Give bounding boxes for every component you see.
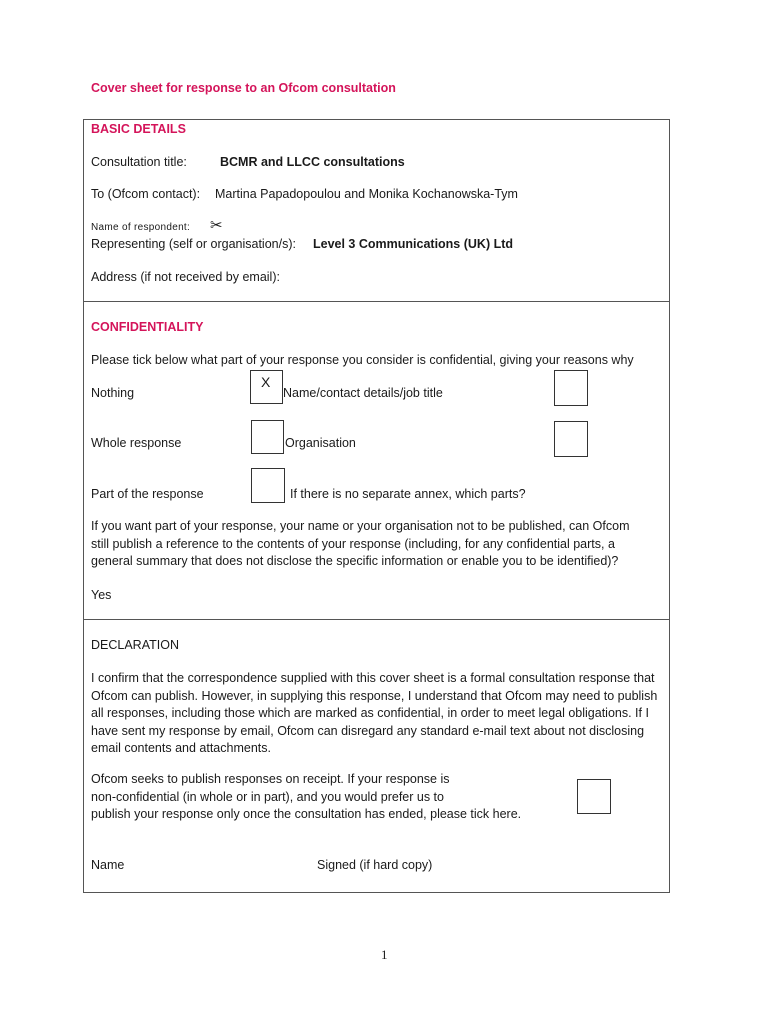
consultation-title-value: BCMR and LLCC consultations bbox=[220, 155, 405, 169]
ofcom-contact-label: To (Ofcom contact): bbox=[91, 187, 201, 201]
option-organisation-label: Organisation bbox=[285, 436, 356, 450]
option-nothing-label: Nothing bbox=[91, 386, 135, 400]
publish-answer: Yes bbox=[91, 588, 112, 602]
part-response-checkbox[interactable] bbox=[251, 468, 285, 503]
confidentiality-heading: CONFIDENTIALITY bbox=[91, 320, 204, 334]
publish-preference-line2: non-confidential (in whole or in part), and you would prefer us to bbox=[91, 790, 444, 804]
address-label: Address (if not received by email): bbox=[91, 270, 280, 284]
signed-label: Signed (if hard copy) bbox=[317, 858, 433, 872]
confidentiality-instruction: Please tick below what part of your response you consider is confidential, giving your reasons why bbox=[91, 353, 634, 367]
checkbox-mark: X bbox=[261, 374, 271, 390]
option-part-label: Part of the response bbox=[91, 487, 204, 501]
scissors-icon: ✂ bbox=[210, 217, 223, 234]
option-name-label: Name/contact details/job title bbox=[283, 386, 443, 400]
publish-after-checkbox[interactable] bbox=[577, 779, 611, 814]
ofcom-contact-value: Martina Papadopoulou and Monika Kochanowska-Tym bbox=[215, 187, 518, 201]
representing-label: Representing (self or organisation/s): bbox=[91, 237, 296, 251]
whole-response-checkbox[interactable] bbox=[251, 420, 284, 454]
publish-preference-line3: publish your response only once the consultation has ended, please tick here. bbox=[91, 807, 522, 821]
consultation-title-label: Consultation title: bbox=[91, 155, 187, 169]
option-whole-label: Whole response bbox=[91, 436, 182, 450]
name-details-checkbox[interactable] bbox=[554, 370, 588, 406]
publish-question: If you want part of your response, your name or your organisation not to be published, can Ofcom still publish a reference to the contents of your response (including, for any confidential parts, a general summary that does not disclose the specific information or enable you to be identified)? bbox=[91, 519, 630, 568]
nothing-checkbox[interactable] bbox=[250, 370, 283, 404]
basic-details-heading: BASIC DETAILS bbox=[91, 122, 186, 136]
respondent-name-label: Name of respondent: bbox=[91, 222, 191, 233]
name-label: Name bbox=[91, 858, 125, 872]
page-title: Cover sheet for response to an Ofcom consultation bbox=[91, 81, 396, 95]
option-annex-label: If there is no separate annex, which parts? bbox=[290, 487, 526, 501]
page-number: 1 bbox=[381, 947, 388, 962]
declaration-heading: DECLARATION bbox=[91, 638, 179, 652]
organisation-checkbox[interactable] bbox=[554, 421, 588, 457]
declaration-body: I confirm that the correspondence supplied with this cover sheet is a formal consultation response that Ofcom can publish. However, in supplying this response, I understand that Ofcom may need to publish all responses, including those which are marked as confidential, in order to meet legal obligations. If I have sent my response by email, Ofcom can disregard any standard e-mail text about not disclosing email contents and attachments. bbox=[91, 671, 658, 755]
publish-preference-line1: Ofcom seeks to publish responses on receipt. If your response is bbox=[91, 772, 450, 786]
representing-value: Level 3 Communications (UK) Ltd bbox=[313, 237, 514, 251]
confidentiality-section bbox=[83, 301, 670, 620]
